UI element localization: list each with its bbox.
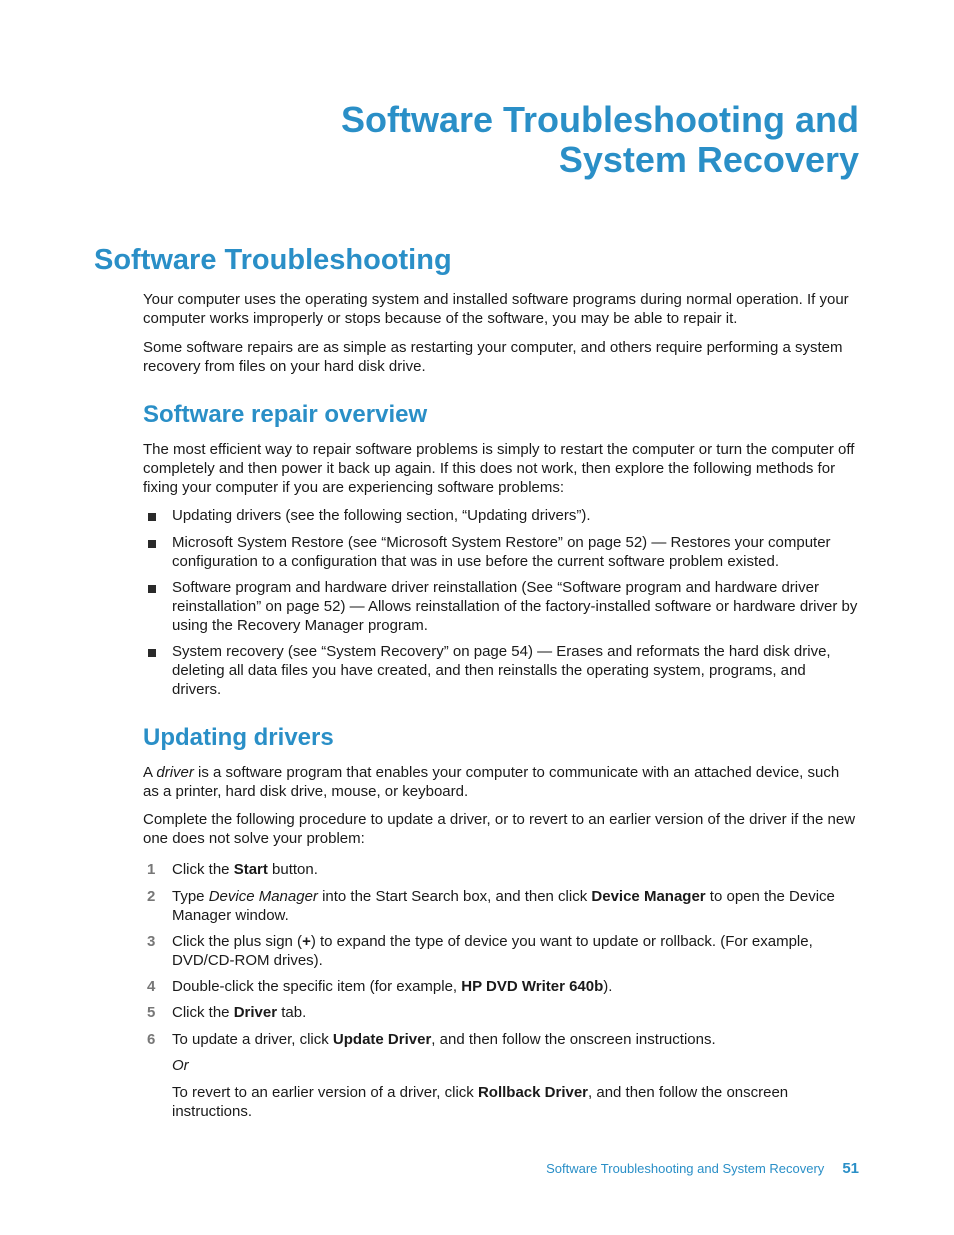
procedure-intro-paragraph: Complete the following procedure to update a driver, or to revert to an earlier version of the driver if the new one does not solve your problem: xyxy=(143,811,856,847)
section-title: Software Troubleshooting xyxy=(94,244,452,276)
chapter-title-line1: Software Troubleshooting and xyxy=(340,99,859,140)
step-text: Double-click the specific item (for example, HP DVD Writer 640b). xyxy=(172,978,613,995)
step-number: 1 xyxy=(147,861,156,878)
chapter-title xyxy=(341,100,859,180)
bullet-text: Updating drivers (see the following section, “Updating drivers”). xyxy=(172,507,591,524)
square-bullet-icon xyxy=(148,649,156,657)
square-bullet-icon xyxy=(148,585,156,593)
intro-paragraph-1: Your computer uses the operating system and installed software programs during normal operation. If your computer works improperly or stops because of the software, you may be able to repair it. xyxy=(143,291,849,327)
bullet-text: Microsoft System Restore (see “Microsoft System Restore” on page 52) — Restores your computer configuration to a configuration that was in use before the current software problem existed. xyxy=(172,534,831,570)
step-number: 6 xyxy=(147,1031,156,1048)
step-number: 2 xyxy=(147,888,156,905)
step-text: Click the Driver tab. xyxy=(172,1004,307,1021)
driver-definition-paragraph: A driver is a software program that enables your computer to communicate with an attached device, such as a printer, hard disk drive, mouse, or keyboard. xyxy=(143,764,840,800)
page-footer xyxy=(546,1160,859,1177)
step-number: 3 xyxy=(147,933,156,950)
step-number: 4 xyxy=(147,978,156,995)
revert-paragraph: To revert to an earlier version of a driver, click Rollback Driver, and then follow the onscreen instructions. xyxy=(172,1084,789,1120)
step-text: Click the plus sign (+) to expand the type of device you want to update or rollback. (For example, DVD/CD-ROM drives). xyxy=(172,933,813,969)
step-text: To update a driver, click Update Driver, and then follow the onscreen instructions. xyxy=(172,1031,716,1048)
bullet-text: Software program and hardware driver reinstallation (See “Software program and hardware driver reinstallation” on page 52) — Allows reinstallation of the factory-installed software or hardware driver by using the Recovery Manager program. xyxy=(172,579,858,634)
repair-overview-paragraph: The most efficient way to repair software problems is simply to restart the computer or turn the computer off completely and then power it back up again. If this does not work, then explore the following methods for fixing your computer if you are experiencing software problems: xyxy=(143,441,855,496)
chapter-title-line2: System Recovery xyxy=(558,139,859,180)
step-text: Type Device Manager into the Start Search box, and then click Device Manager to open the Device Manager window. xyxy=(172,888,835,924)
intro-paragraph-2: Some software repairs are as simple as restarting your computer, and others require performing a system recovery from files on your hard disk drive. xyxy=(143,339,843,375)
driver-term: driver xyxy=(156,764,194,781)
or-text: Or xyxy=(172,1057,189,1074)
repair-overview-heading: Software repair overview xyxy=(143,401,428,428)
updating-drivers-heading: Updating drivers xyxy=(143,724,334,751)
step-text: Click the Start button. xyxy=(172,861,318,878)
page-number: 51 xyxy=(842,1160,859,1177)
step-number: 5 xyxy=(147,1004,156,1021)
square-bullet-icon xyxy=(148,540,156,548)
footer-chapter-title: Software Troubleshooting and System Recovery xyxy=(546,1161,825,1176)
bullet-text: System recovery (see “System Recovery” on page 54) — Erases and reformats the hard disk drive, deleting all data files you have created, and then reinstalls the operating system, programs, and drivers. xyxy=(172,643,831,698)
square-bullet-icon xyxy=(148,513,156,521)
